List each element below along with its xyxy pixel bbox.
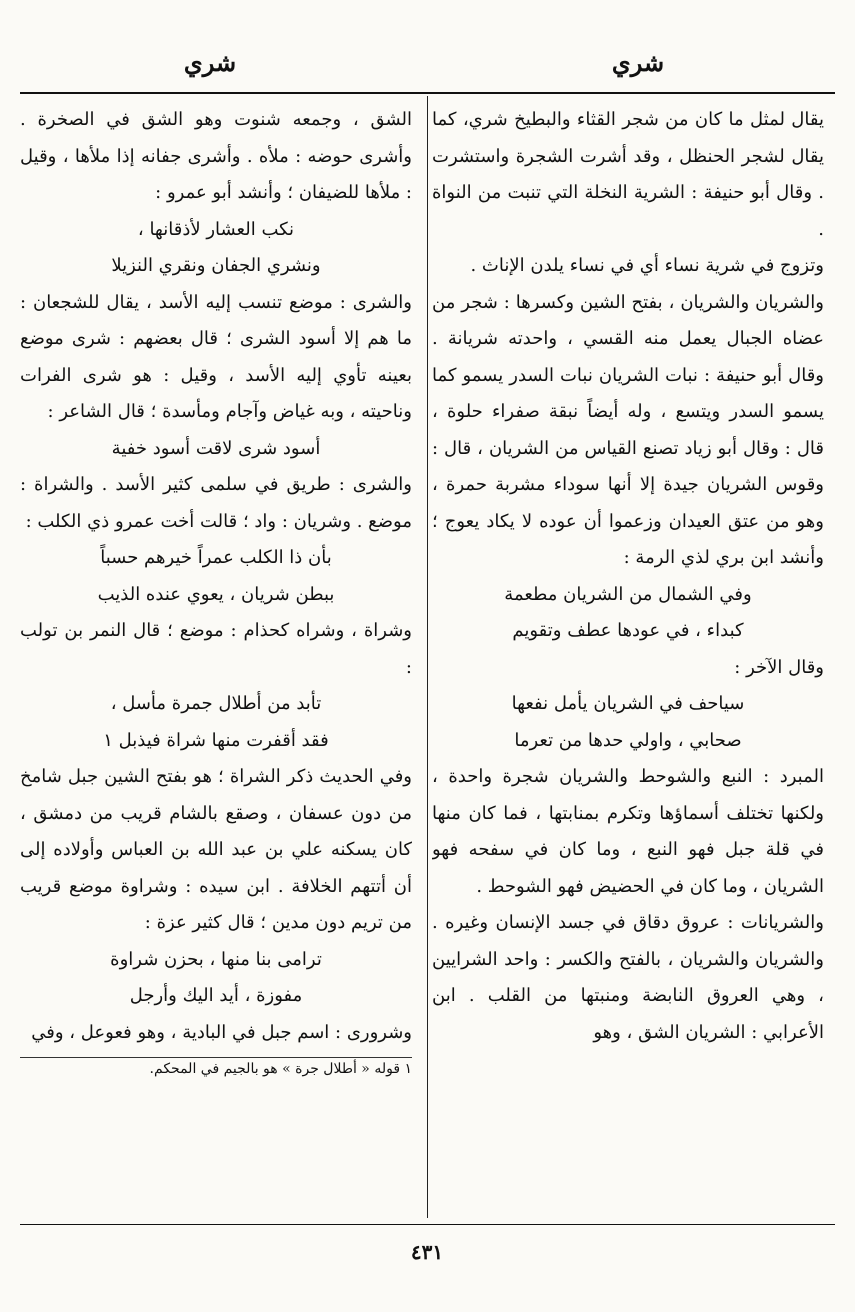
right-column-paragraph: وتزوج في شرية نساء أي في نساء يلدن الإناث . [470, 255, 824, 276]
right-column-verse-line: سياحف في الشريان يأمل نفعها [511, 693, 745, 714]
right-column-verse-line: وفي الشمال من الشريان مطعمة [504, 583, 752, 605]
right-column-paragraph: والشريان والشريان ، بفتح الشين وكسرها : شجر من عضاه الجبال يعمل منه القسي ، واحدته شريانة . وقال أبو حنيفة : نبات الشريان نبات السدر يسمو كما يسمو السدر ويتسع ، وله أيضاً نبقة صفراء حلوة ، قال : وقال أبو زياد تصنع القياس من الشريان ، قال : وقوس الشريان جيدة إلا أنها سوداء مشربة حمرة ، وهو من عتق العيدان وزعموا أن عوده لا يكاد يعوج ؛ وأنشد ابن بري لذي الرمة : [432, 291, 824, 568]
right-column [432, 102, 824, 1214]
header-right-word: شري [611, 48, 665, 77]
left-column-paragraph: والشرى : طريق في سلمى كثير الأسد . والشراة : موضع . وشريان : واد ؛ قالت أخت عمرو ذي الكلب : [20, 474, 412, 532]
left-column-verse-line: بأن ذا الكلب عمراً خيرهم حسباً [100, 547, 332, 568]
top-rule [20, 92, 835, 94]
left-column-verse-line: ببطن شريان ، يعوي عنده الذيب [97, 583, 335, 605]
right-column-paragraph: المبرد : النبع والشوحط والشريان شجرة واحدة ، ولكنها تختلف أسماؤها وتكرم بمنابتها ، فما كان منها في قلة جبل فهو النبع ، وما كان في سفحه فهو الشريان ، وما كان في الحضيض فهو الشوحط . [432, 766, 824, 897]
right-column-paragraph: والشريانات : عروق دقاق في جسد الإنسان وغيره . والشريان والشريان ، بالفتح والكسر : واحد الشرايين ، وهي العروق النابضة ومنبتها من القلب . ابن الأعرابي : الشريان الشق ، وهو [432, 912, 824, 1043]
left-column-verse-line: تأبد من أطلال جمرة مأسل ، [110, 693, 322, 714]
right-column-paragraph: يقال لمثل ما كان من شجر القثاء والبطيخ شري، كما يقال لشجر الحنظل ، وقد أشرت الشجرة واستشرت . وقال أبو حنيفة : الشرية النخلة التي تنبت من النواة . [432, 109, 824, 240]
left-column-verse-line: نكب العشار لأذقانها ، [137, 218, 295, 240]
header-left-word: شري [183, 48, 237, 77]
bottom-rule [20, 1224, 835, 1225]
column-divider [427, 96, 428, 1218]
left-column-paragraph: وفي الحديث ذكر الشراة ؛ هو بفتح الشين جبل شامخ من دون عسفان ، وصقع بالشام قريب من دمشق ، كان يسكنه علي بن عبد الله بن العباس وأولاده إلى أن أتتهم الخلافة . ابن سيده : وشراوة موضع قريب من تريم دون مدين ؛ قال كثير عزة : [20, 766, 412, 933]
left-column-paragraph: الشق ، وجمعه شنوت وهو الشق في الصخرة . وأشرى حوضه : ملأه . وأشرى جفانه إذا ملأها ، وقيل : ملأها للضيفان ؛ وأنشد أبو عمرو : [20, 109, 412, 203]
left-column-paragraph: وشراة ، وشراه كحذام : موضع ؛ قال النمر بن تولب : [20, 620, 412, 678]
footnote: ١ قوله « أطلال جرة » هو بالجيم في المحكم. [149, 1061, 412, 1077]
left-column-verse-line: ونشري الجفان ونقري النزيلا [111, 255, 321, 276]
left-column-verse-line: ترامى بنا منها ، بحزن شراوة [110, 948, 322, 970]
right-column-verse-line: صحابي ، واولي حدها من تعرما [514, 729, 742, 751]
left-column-verse-line: أسود شرى لاقت أسود خفية [111, 437, 321, 459]
left-column [20, 102, 412, 1214]
page-number: ٤٣١ [410, 1240, 444, 1264]
left-column-verse-line: فقد أقفرت منها شراة فيذبل ١ [103, 729, 329, 751]
left-column-paragraph: والشرى : موضع تنسب إليه الأسد ، يقال للشجعان : ما هم إلا أسود الشرى ؛ قال بعضهم : شرى موضع بعينه تأوي إليه الأسد ، وقيل : هو شرى الفرات وناحيته ، وبه غياض وآجام ومأسدة ؛ قال الشاعر : [20, 291, 412, 422]
right-column-verse-line: كبداء ، في عودها عطف وتقويم [512, 620, 744, 641]
right-column-paragraph: وقال الآخر : [734, 656, 824, 678]
left-column-verse-line: مفوزة ، أيد اليك وأرجل [129, 985, 303, 1006]
left-column-paragraph: وشرورى : اسم جبل في البادية ، وهو فعوعل ، وفي [31, 1021, 412, 1043]
